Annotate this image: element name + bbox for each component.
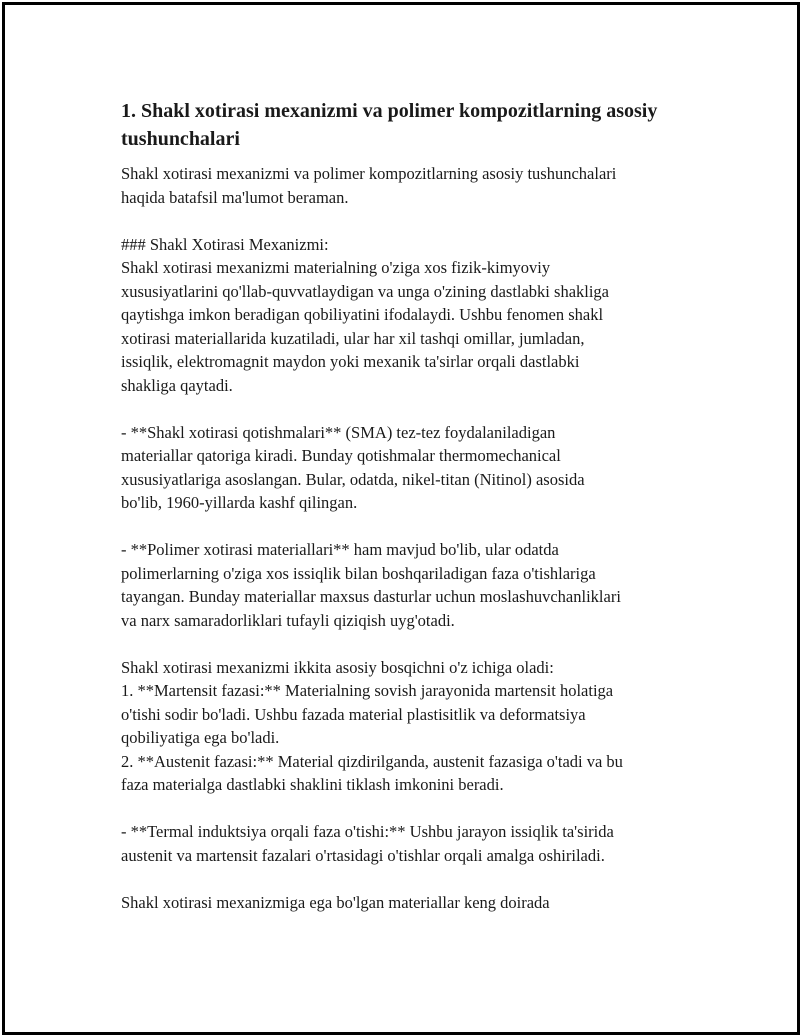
page-frame	[2, 2, 800, 1035]
document-content	[121, 97, 701, 914]
document-title: 1. Shakl xotirasi mexanizmi va polimer kompozitlarning asosiy tushunchalari	[121, 100, 658, 150]
document-body: Shakl xotirasi mexanizmi va polimer kompozitlarning asosiy tushunchalari haqida batafsil ma'lumot beraman. ### Shakl Xotirasi Mexanizmi: Shakl xotirasi mexanizmi materialning o'ziga xos fizik-kimyoviy xususiyatlarini qo'llab-quvvatlaydigan va unga o'zining dastlabki shakliga qaytishga imkon beradigan qobiliyatini ifodalaydi. Ushbu fenomen shakl xotirasi materiallarida kuzatiladi, ular har xil tashqi omillar, jumladan, issiqlik, elektromagnit maydon yoki mexanik ta'sirlar orqali dastlabki shakliga qaytadi. - **Shakl xotirasi qotishmalari** (SMA) tez-tez foydalaniladigan materiallar qatoriga kiradi. Bunday qotishmalar thermomechanical xususiyatlariga asoslangan. Bular, odatda, nikel-titan (Nitinol) asosida bo'lib, 1960-yillarda kashf qilingan. - **Polimer xotirasi materiallari** ham mavjud bo'lib, ular odatda polimerlarning o'ziga xos issiqlik bilan boshqariladigan faza o'tishlariga tayangan. Bunday materiallar maxsus dasturlar uchun moslashuvchanliklari va narx samaradorliklari tufayli qiziqish uyg'otadi. Shakl xotirasi mexanizmi ikkita asosiy bosqichni o'z ichiga oladi: 1. **Martensit fazasi:** Materialning sovish jarayonida martensit holatiga o'tishi sodir bo'ladi. Ushbu fazada material plastisitlik va deformatsiya qobiliyatiga ega bo'ladi. 2. **Austenit fazasi:** Material qizdirilganda, austenit fazasiga o'tadi va bu faza materialga dastlabki shaklini tiklash imkonini beradi. - **Termal induktsiya orqali faza o'tishi:** Ushbu jarayon issiqlik ta'sirida austenit va martensit fazalari o'rtasidagi o'tishlar orqali amalga oshiriladi. Shakl xotirasi mexanizmiga ega bo'lgan materiallar keng doirada	[121, 164, 623, 912]
